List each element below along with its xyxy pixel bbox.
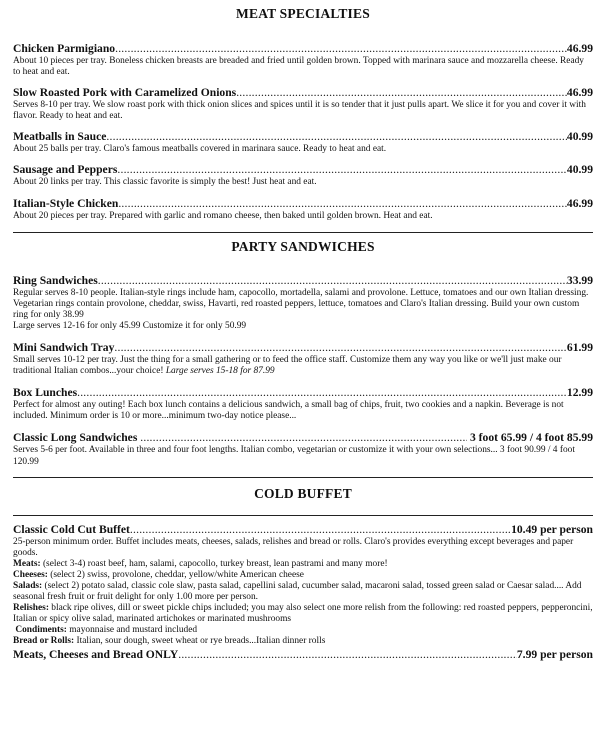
leader-dots — [115, 42, 567, 56]
meat-section-title: MEAT SPECIALTIES — [236, 6, 370, 21]
item-name: Meats, Cheeses and Bread ONLY — [13, 647, 179, 661]
leader-dots — [118, 197, 567, 211]
item-description: 25-person minimum order. Buffet includes meats, cheeses, salads, relishes and bread or rolls. Claro's provides everything except beverages and paper goods. — [13, 536, 574, 558]
party-section-title: PARTY SANDWICHES — [231, 238, 375, 254]
menu-item-meats-cheeses-bread — [13, 648, 593, 662]
buffet-condiments: Condiments: mayonnaise and mustard included — [13, 625, 198, 636]
menu-item-chicken-parmigiano — [13, 42, 593, 78]
buffet-cheeses: Cheeses: (select 2) swiss, provolone, cheddar, yellow/white American cheese — [13, 569, 304, 580]
leader-dots — [106, 130, 567, 144]
item-description: Serves 5-6 per foot. Available in three and four foot lengths. Italian combo, vegetarian or customize it with your own selections... 3 foot 90.99 / 4 foot 120.99 — [13, 445, 575, 467]
item-large-option: Large serves 15-18 for 87.99 — [165, 366, 275, 377]
leader-dots — [98, 274, 567, 288]
leader-dots — [130, 523, 511, 537]
leader-dots — [114, 341, 567, 355]
item-price: 10.49 per person — [511, 522, 593, 536]
item-description: Regular serves 8-10 people. Italian-style rings include ham, capocollo, mortadella, salami and provolone. Lettuce, tomatoes and our own Italian dressing. Vegetarian rings contain provolone, cheddar, swiss, Havarti, red roasted peppers, lettuce, tomatoes and Claro's Italian dressing. Build your own custom ring for only 38.99 — [13, 287, 589, 320]
item-price: 61.99 — [566, 341, 593, 355]
item-name: Box Lunches — [13, 386, 78, 400]
item-description: About 20 links per tray. This classic favorite is simply the best! Just heat and eat. — [13, 177, 317, 188]
item-price: 3 foot 65.99 / 4 foot 85.99 — [467, 431, 593, 445]
item-description: About 20 pieces per tray. Prepared with garlic and romano cheese, then baked until golden brown. Heat and eat. — [13, 210, 433, 221]
menu-item-classic-long-sandwiches — [13, 431, 593, 467]
item-price: 12.99 — [566, 386, 593, 400]
menu-item-italian-chicken — [13, 197, 593, 222]
item-price: 7.99 per person — [516, 647, 593, 661]
item-price: 40.99 — [566, 130, 593, 144]
item-name: Meatballs in Sauce — [13, 130, 107, 144]
menu-item-classic-cold-cut-buffet — [13, 523, 593, 648]
menu-item-mini-sandwich-tray — [13, 341, 593, 377]
item-large-option: Large serves 12-16 for only 45.99 Customize it for only 50.99 — [13, 320, 247, 331]
item-description-text: Small serves 10-12 per tray. Just the thing for a small gathering or to feed the office staff. Customize them any way you like or we'll just make our traditional Italian combos...your choice! — [13, 355, 562, 377]
item-name: Ring Sandwiches — [13, 273, 98, 287]
buffet-meats: Meats: (select 3-4) roast beef, ham, salami, capocollo, turkey breast, lean pastrami and many more! — [13, 558, 388, 569]
item-name: Sausage and Peppers — [13, 163, 118, 177]
item-name: Mini Sandwich Tray — [13, 341, 115, 355]
item-price: 46.99 — [566, 42, 593, 55]
item-name: Classic Cold Cut Buffet — [13, 522, 130, 536]
leader-dots — [140, 431, 467, 445]
leader-dots — [117, 163, 567, 177]
cold-section-title: COLD BUFFET — [254, 485, 352, 501]
item-price: 40.99 — [566, 163, 593, 177]
item-price: 46.99 — [566, 196, 593, 210]
menu-item-slow-roasted-pork — [13, 86, 593, 122]
item-price: 46.99 — [566, 86, 593, 100]
item-name: Chicken Parmigiano — [13, 42, 116, 55]
menu-item-sausage-peppers — [13, 163, 593, 188]
item-name: Italian-Style Chicken — [13, 196, 119, 210]
menu-item-meatballs — [13, 130, 593, 155]
item-price: 33.99 — [566, 273, 593, 287]
leader-dots — [236, 86, 567, 100]
menu-item-ring-sandwiches — [13, 274, 593, 332]
item-name: Classic Long Sandwiches — [13, 431, 141, 445]
buffet-salads: Salads: (select 2) potato salad, classic cole slaw, pasta salad, capellini salad, cucumber salad, macaroni salad, tossed green salad or Caesar salad.... Add seasonal fresh fruit or fruit delight for only 1.00 more per person. — [13, 580, 582, 603]
leader-dots — [178, 648, 517, 662]
item-description: About 25 balls per tray. Claro's famous meatballs covered in marinara sauce. Ready to heat and eat. — [13, 144, 387, 155]
buffet-relishes: Relishes: black ripe olives, dill or sweet pickle chips included; you may also select one more relish from the following: red roasted peppers, pepperoncini, Italian or spicy olive salad, marinated artichokes or marinated mushrooms — [13, 603, 593, 625]
item-name: Slow Roasted Pork with Caramelized Onions — [13, 86, 237, 100]
menu-item-box-lunches — [13, 386, 593, 422]
item-description: Serves 8-10 per tray. We slow roast pork with thick onion slices and spices until it is so tender that it just pulls apart. We slice it for you and cover it with flavor. Ready to heat and eat. — [13, 100, 586, 122]
buffet-bread: Bread or Rolls: Italian, sour dough, sweet wheat or rye breads...Italian dinner rolls — [13, 636, 326, 647]
item-description — [13, 355, 593, 377]
item-description: About 10 pieces per tray. Boneless chicken breasts are breaded and fried until golden brown. Topped with marinara sauce and mozzarella cheese. Ready to heat and eat. — [13, 56, 584, 78]
item-description: Perfect for almost any outing! Each box lunch contains a delicious sandwich, a small bag of chips, fruit, two cookies and a napkin. Beverage is not included. Minimum order is 10 or more...minimum two-day notice please... — [13, 400, 564, 422]
leader-dots — [77, 386, 567, 400]
